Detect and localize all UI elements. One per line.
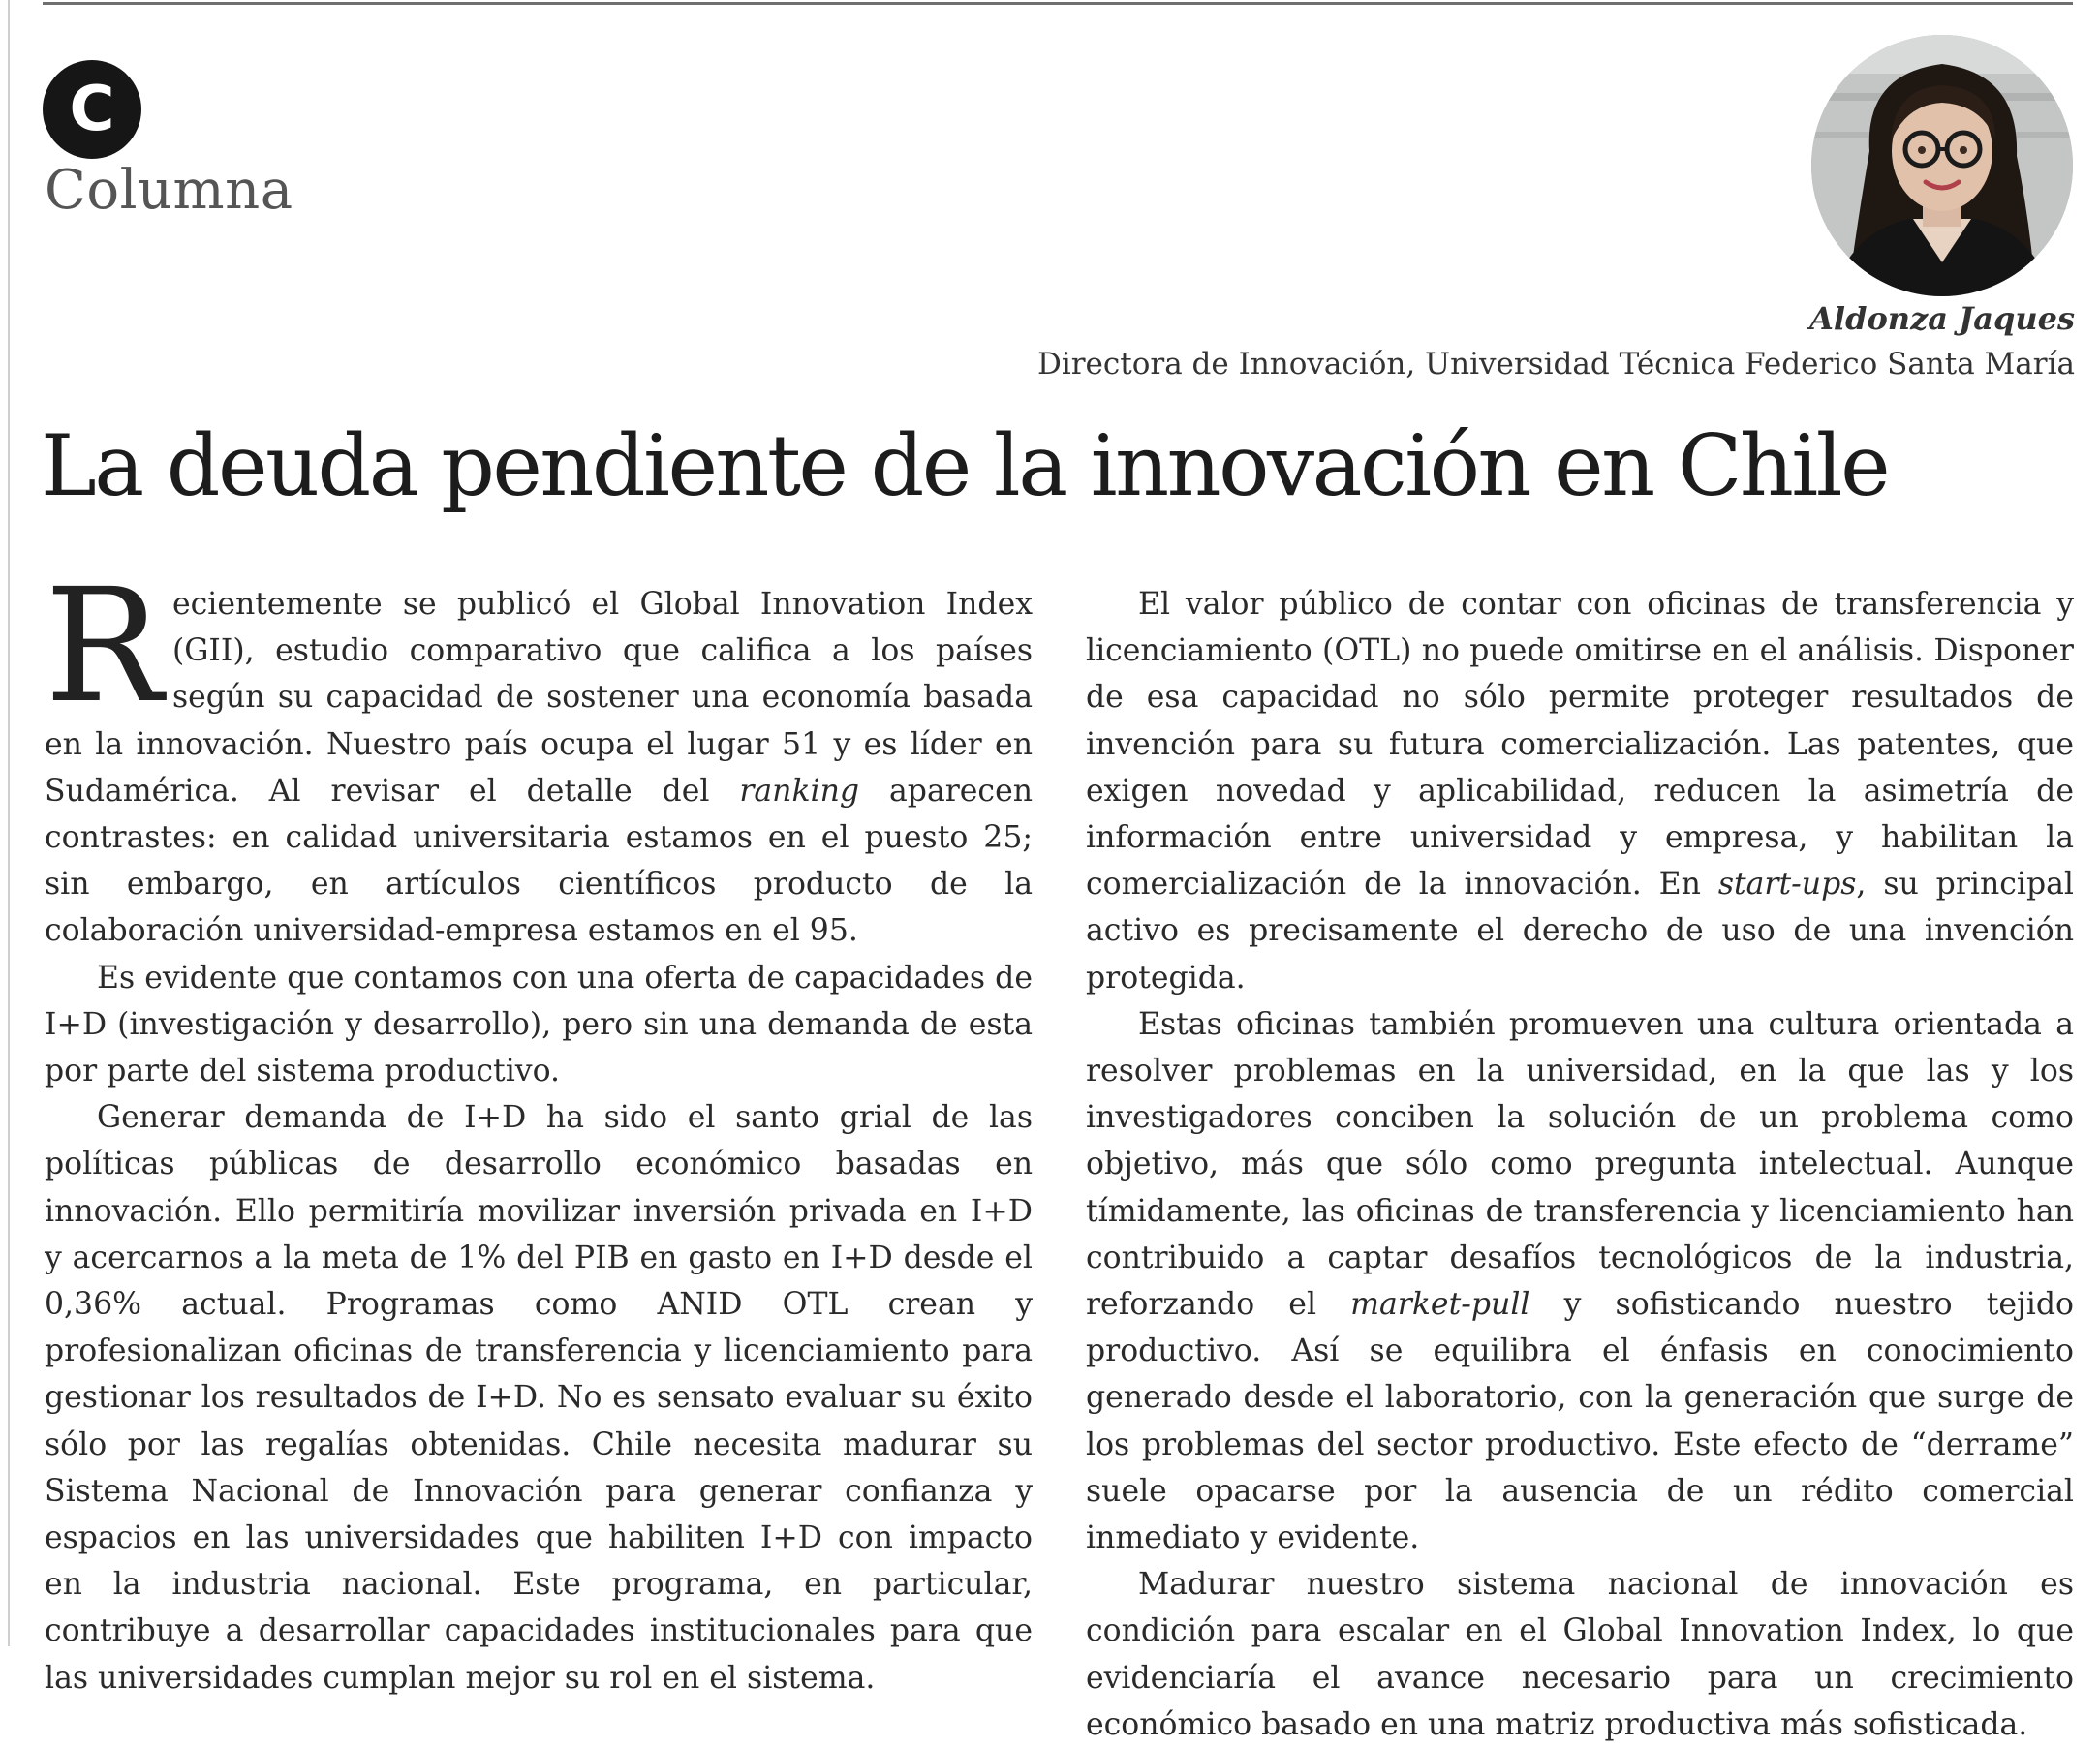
column-badge-letter: C [69, 74, 115, 145]
emphasis-text: start-ups [1717, 867, 1857, 903]
article-headline: La deuda pendiente de la innovación en Chile [41, 416, 1889, 515]
paragraph: Es evidente que contamos con una oferta de capacidades de I+D (investigación y desarrollo), pero sin una demanda de esta por parte del sistema productivo. [45, 960, 1033, 1089]
paragraph-text: , su principal activo es precisamente el derecho de uso de una invención protegida. [1086, 867, 2075, 996]
drop-cap: R [45, 556, 163, 738]
section-label: Columna [45, 159, 293, 222]
paragraph-text: ecientemente se publicó el Global Innovation Index (GII), estudio comparativo que califica a los países según su capacidad de sostener una economía basada en la innovación. Nuestro país ocupa el lugar 51 y es líder en Sudamérica. Al revisar el detalle del [45, 587, 1033, 809]
paragraph-text: aparecen contrastes: en calidad universitaria estamos en el puesto 25; sin embargo, en artículos científicos producto de la colaboración universidad-empresa estamos en el 95. [45, 773, 1033, 949]
article-column-right [1086, 581, 2074, 1748]
author-photo [1811, 35, 2073, 296]
paragraph-text: Estas oficinas también promueven una cultura orientada a resolver problemas en la universidad, en la que las y los investigadores conciben la solución de un problema como objetivo, más que sólo como pregunta intelectual. Aunque tímidamente, las oficinas de transferencia y licenciamiento han contribuido a captar desafíos tecnológicos de la industria, reforzando el [1086, 1006, 2074, 1323]
page-edge-divider [8, 0, 10, 1646]
author-role: Directora de Innovación, Universidad Técnica Federico Santa María [1036, 347, 2075, 382]
paragraph-text: y sofisticando nuestro tejido productivo. Así se equilibra el énfasis en conocimiento generado desde el laboratorio, con la generación que surge de los problemas del sector productivo. Este efecto de “derrame” suele opacarse por la ausencia de un rédito comercial inmediato y evidente. [1086, 1287, 2074, 1556]
paragraph-text: El valor público de contar con oficinas de transferencia y licenciamiento (OTL) no puede omitirse en el análisis. Disponer de esa capacidad no sólo permite proteger resultados de invención para su futura comercialización. Las patentes, que exigen novedad y aplicabilidad, reducen la asimetría de información entre universidad y empresa, y habilitan la comercialización de la innovación. En [1086, 587, 2074, 903]
article-column-left [45, 556, 1033, 1702]
top-divider [43, 2, 2073, 5]
paragraph [1086, 1001, 2074, 1561]
emphasis-text: market-pull [1350, 1287, 1530, 1323]
paragraph [1086, 581, 2074, 1001]
paragraph [45, 556, 1033, 955]
emphasis-text: ranking [739, 773, 860, 809]
author-name: Aldonza Jaques [1809, 300, 2075, 337]
paragraph: Generar demanda de I+D ha sido el santo grial de las políticas públicas de desarrollo económico basadas en innovación. Ello permitiría movilizar inversión privada en I+D y acercarnos a la meta de 1% del PIB en gasto en I+D desde el 0,36% actual. Programas como ANID OTL crean y profesionalizan oficinas de transferencia y licenciamiento para gestionar los resultados de I+D. No es sensato evaluar su éxito sólo por las regalías obtenidas. Chile necesita madurar su Sistema Nacional de Innovación para generar confianza y espacios en las universidades que habiliten I+D con impacto en la industria nacional. Este programa, en particular, contribuye a desarrollar capacidades institucionales para que las universidades cumplan mejor su rol en el sistema. [45, 1100, 1033, 1696]
paragraph: Madurar nuestro sistema nacional de innovación es condición para escalar en el Global Innovation Index, lo que evidenciaría el avance necesario para un crecimiento económico basado en una matriz productiva más sofisticada. [1086, 1567, 2074, 1742]
column-badge [43, 60, 141, 159]
